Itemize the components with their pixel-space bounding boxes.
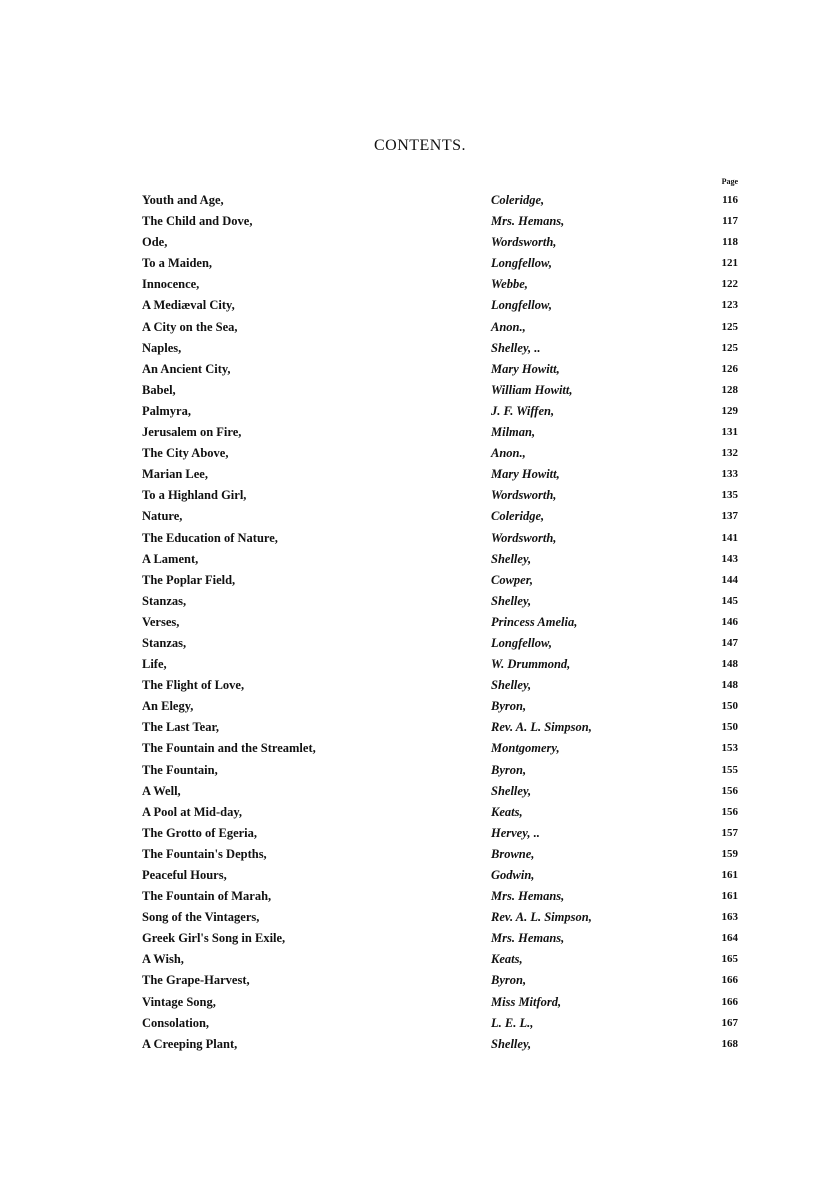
toc-entry-title: Greek Girl's Song in Exile, — [142, 931, 286, 946]
toc-entry-page: 144 — [721, 573, 738, 586]
toc-entry-page: 157 — [721, 826, 738, 839]
toc-entry-author: Wordsworth, — [491, 235, 557, 250]
toc-entry-title: Jerusalem on Fire, — [142, 425, 242, 440]
toc-entry-page: 133 — [721, 468, 738, 481]
toc-entry-page: 129 — [721, 404, 738, 417]
toc-row — [142, 928, 742, 949]
toc-entry-author: L. E. L., — [491, 1015, 534, 1030]
toc-entry-author: Mrs. Hemans, — [491, 931, 565, 946]
toc-entry-title: Peaceful Hours, — [142, 868, 227, 882]
toc-entry-title: The Grotto of Egeria, — [142, 825, 258, 840]
toc-entry-author: Shelley, — [491, 593, 532, 608]
toc-entry-page: 143 — [721, 552, 738, 565]
toc-row — [142, 232, 742, 253]
toc-entry-author: Shelley, — [491, 783, 532, 798]
toc-entry-title: Consolation, — [142, 1015, 210, 1030]
toc-entry-author: Coleridge, — [491, 193, 545, 207]
toc-entry-page: 118 — [722, 236, 738, 249]
toc-entry-title: A Mediæval City, — [142, 298, 235, 313]
toc-row — [142, 823, 742, 844]
toc-entry-author: Browne, — [491, 846, 535, 861]
toc-entry-author: Montgomery, — [491, 741, 560, 756]
toc-entry-author: Mary Howitt, — [491, 467, 560, 482]
toc-entry-title: A Wish, — [142, 952, 184, 967]
toc-row — [142, 591, 742, 612]
toc-entry-page: 159 — [721, 847, 738, 860]
toc-row — [142, 949, 742, 970]
toc-entry-author: Mrs. Hemans, — [491, 889, 565, 904]
toc-row — [142, 886, 742, 907]
toc-row — [142, 485, 742, 506]
toc-entry-title: A Lament, — [142, 551, 199, 566]
toc-entry-title: The Fountain and the Streamlet, — [142, 741, 316, 756]
page-column-label: Page — [721, 177, 738, 186]
toc-entry-page: 156 — [721, 805, 738, 818]
toc-row — [142, 844, 742, 865]
toc-entry-author: Shelley, — [491, 551, 532, 566]
toc-row — [142, 675, 742, 696]
toc-entry-page: 122 — [721, 278, 738, 291]
toc-row — [142, 506, 742, 527]
toc-entry-page: 167 — [721, 1016, 738, 1029]
toc-entry-page: 128 — [721, 383, 738, 396]
toc-entry-author: W. Drummond, — [491, 657, 571, 672]
toc-entry-author: Miss Mitford, — [491, 994, 562, 1009]
toc-entry-author: Byron, — [491, 762, 527, 777]
toc-row — [142, 401, 742, 422]
toc-entry-title: Verses, — [142, 614, 180, 629]
toc-entry-title: Innocence, — [142, 277, 200, 292]
toc-entry-title: A Pool at Mid-day, — [142, 804, 243, 819]
toc-entry-author: Coleridge, — [491, 509, 545, 524]
toc-row — [142, 464, 742, 485]
toc-entry-author: Shelley, — [491, 678, 532, 693]
toc-entry-title: Song of the Vintagers, — [142, 910, 260, 925]
toc-entry-page: 141 — [721, 531, 738, 544]
toc-entry-title: An Ancient City, — [142, 361, 231, 376]
toc-entry-title: Life, — [142, 657, 167, 672]
toc-entry-title: The Child and Dove, — [142, 214, 253, 229]
toc-entry-page: 148 — [721, 679, 738, 692]
toc-entry-page: 126 — [721, 362, 738, 375]
page-title: CONTENTS. — [373, 137, 467, 154]
toc-row — [142, 1013, 742, 1034]
toc-entry-page: 121 — [721, 257, 738, 270]
toc-entry-page: 132 — [721, 447, 738, 460]
toc-entry-page: 148 — [721, 658, 738, 671]
toc-entry-title: Stanzas, — [142, 593, 187, 608]
toc-entry-page: 117 — [722, 215, 738, 228]
toc-entry-author: Shelley, — [491, 1036, 532, 1051]
toc-entry-author: Godwin, — [491, 868, 535, 882]
toc-entry-author: Anon., — [491, 446, 526, 461]
toc-entry-author: Mrs. Hemans, — [491, 214, 565, 229]
table-of-contents — [142, 190, 742, 1055]
toc-entry-title: Naples, — [142, 340, 182, 355]
toc-row — [142, 802, 742, 823]
toc-entry-title: The Last Tear, — [142, 720, 219, 735]
toc-row — [142, 190, 742, 211]
toc-entry-title: The Education of Nature, — [142, 530, 278, 545]
toc-entry-title: An Elegy, — [142, 699, 194, 714]
toc-entry-page: 150 — [721, 700, 738, 713]
toc-row — [142, 253, 742, 274]
toc-entry-author: Longfellow, — [491, 256, 552, 271]
toc-entry-page: 161 — [721, 869, 738, 881]
toc-entry-title: Babel, — [142, 382, 176, 397]
toc-row — [142, 295, 742, 316]
toc-entry-title: Youth and Age, — [142, 193, 224, 207]
toc-entry-title: The Fountain of Marah, — [142, 889, 272, 904]
toc-entry-title: The Fountain, — [142, 762, 218, 777]
toc-row — [142, 633, 742, 654]
toc-entry-author: Rev. A. L. Simpson, — [491, 720, 592, 735]
toc-entry-author: Wordsworth, — [491, 530, 557, 545]
toc-entry-page: 164 — [721, 932, 738, 945]
toc-entry-author: Anon., — [491, 319, 526, 334]
toc-entry-page: 150 — [721, 721, 738, 734]
toc-row — [142, 738, 742, 759]
toc-row — [142, 717, 742, 738]
toc-entry-author: Shelley, .. — [491, 340, 541, 355]
toc-entry-page: 161 — [721, 890, 738, 903]
toc-entry-page: 147 — [721, 636, 738, 649]
toc-row — [142, 528, 742, 549]
toc-entry-page: 125 — [721, 320, 738, 333]
toc-row — [142, 1034, 742, 1055]
toc-entry-title: The Fountain's Depths, — [142, 846, 267, 861]
toc-row — [142, 907, 742, 928]
toc-entry-page: 153 — [721, 742, 738, 755]
toc-row — [142, 443, 742, 464]
toc-row — [142, 992, 742, 1013]
toc-entry-page: 131 — [721, 426, 738, 439]
toc-entry-page: 156 — [721, 784, 738, 797]
toc-entry-author: Princess Amelia, — [491, 614, 578, 629]
toc-entry-page: 137 — [721, 510, 738, 523]
toc-entry-author: Milman, — [491, 425, 536, 440]
toc-row — [142, 760, 742, 781]
toc-entry-page: 163 — [721, 911, 738, 924]
toc-entry-page: 165 — [721, 953, 738, 966]
toc-entry-author: Rev. A. L. Simpson, — [491, 910, 592, 925]
toc-row — [142, 970, 742, 991]
toc-entry-author: Keats, — [491, 952, 523, 967]
toc-row — [142, 781, 742, 802]
toc-entry-author: Byron, — [491, 699, 527, 714]
toc-row — [142, 422, 742, 443]
toc-entry-author: Wordsworth, — [491, 488, 557, 503]
toc-row — [142, 549, 742, 570]
toc-row — [142, 380, 742, 401]
toc-entry-title: A City on the Sea, — [142, 319, 238, 334]
toc-entry-author: Longfellow, — [491, 635, 552, 650]
toc-entry-title: To a Highland Girl, — [142, 488, 247, 503]
toc-entry-title: Stanzas, — [142, 635, 187, 650]
toc-entry-page: 145 — [721, 594, 738, 607]
toc-entry-author: Cowper, — [491, 572, 534, 587]
toc-entry-page: 155 — [721, 763, 738, 776]
toc-row — [142, 274, 742, 295]
toc-entry-page: 166 — [721, 995, 738, 1008]
toc-entry-author: J. F. Wiffen, — [491, 403, 555, 418]
toc-row — [142, 654, 742, 675]
toc-entry-title: Ode, — [142, 235, 168, 250]
toc-entry-title: The Flight of Love, — [142, 678, 245, 693]
toc-entry-page: 146 — [721, 615, 738, 628]
toc-entry-title: A Creeping Plant, — [142, 1036, 238, 1051]
toc-entry-page: 168 — [721, 1037, 738, 1050]
toc-entry-author: William Howitt, — [491, 382, 573, 397]
toc-entry-title: To a Maiden, — [142, 256, 213, 271]
toc-entry-title: Vintage Song, — [142, 994, 216, 1009]
toc-entry-title: The City Above, — [142, 446, 229, 461]
toc-row — [142, 696, 742, 717]
toc-entry-title: Nature, — [142, 509, 183, 524]
toc-entry-author: Webbe, — [491, 277, 528, 292]
toc-entry-author: Mary Howitt, — [491, 361, 560, 376]
toc-entry-title: Palmyra, — [142, 403, 191, 418]
toc-row — [142, 338, 742, 359]
toc-entry-page: 125 — [721, 341, 738, 354]
toc-entry-title: A Well, — [142, 783, 181, 798]
toc-entry-title: Marian Lee, — [142, 467, 208, 482]
toc-entry-page: 166 — [721, 974, 738, 987]
toc-row — [142, 570, 742, 591]
toc-entry-page: 116 — [722, 194, 738, 206]
toc-entry-title: The Grape-Harvest, — [142, 973, 250, 988]
toc-entry-author: Longfellow, — [491, 298, 552, 313]
toc-row — [142, 865, 742, 886]
toc-entry-author: Keats, — [491, 804, 523, 819]
toc-entry-author: Hervey, .. — [491, 825, 540, 840]
toc-row — [142, 612, 742, 633]
toc-entry-page: 123 — [721, 299, 738, 312]
toc-entry-page: 135 — [721, 489, 738, 502]
toc-entry-title: The Poplar Field, — [142, 572, 236, 587]
toc-row — [142, 317, 742, 338]
toc-entry-author: Byron, — [491, 973, 527, 988]
toc-row — [142, 211, 742, 232]
toc-row — [142, 359, 742, 380]
